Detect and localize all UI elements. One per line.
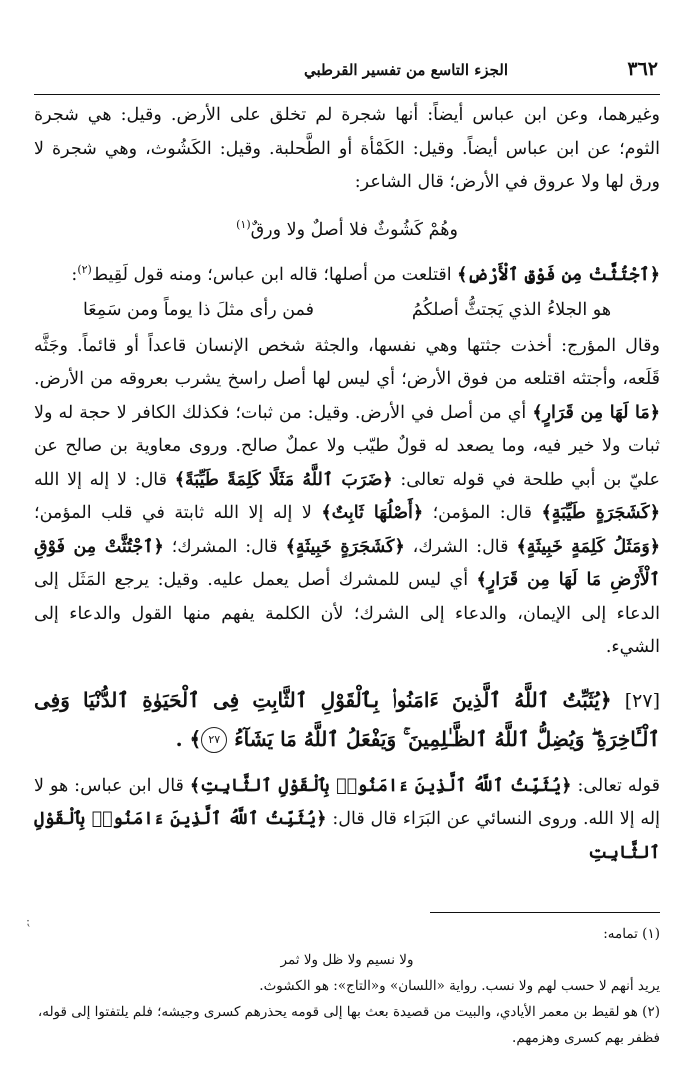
paragraph-3 (34, 330, 660, 665)
ayah-end-marker: ٢٧ (201, 727, 227, 753)
verse-text: وهُمْ كَشُوثٌ فلا أصلٌ ولا ورقٌ (250, 219, 458, 240)
footnote-2: (٢) هو لقيط بن معمر الأيادي، والبيت من قصيدة بعث بها إلى قومه يحذرهم كسرى وجيشه؛ فلم يلتفتوا إلى قوله، فظفر بهم كسرى وهزمهم. (37, 1004, 660, 1047)
text-segment: قال: الشرك، (404, 536, 517, 557)
footnote-1-verse: ولا نسيم ولا ظل ولا ثمر (280, 952, 414, 969)
poem-verse-1 (34, 208, 660, 247)
tafsir-paragraph (34, 770, 660, 871)
quran-quote: ﴿كَشَجَرَةٍ طَيِّبَةٍ﴾ (541, 503, 661, 524)
text-segment: قال: لا إله إلا الله (34, 469, 175, 490)
quran-quote: ﴿ٱجْتُثَّتْ مِن فَوْقِ ٱلْأَرْضِ مَا لَهَا مِن قَرَارٍ﴾ (34, 536, 660, 591)
quran-quote: ﴿كَشَجَرَةٍ خَبِيثَةٍ﴾ (285, 536, 405, 557)
colon: : (71, 264, 78, 285)
text-segment: قوله تعالى: (571, 775, 660, 796)
page-header (34, 58, 660, 95)
quran-quote: ﴿ٱجْتُثَّتْ مِن فَوْقِ ٱلْأَرْضِ﴾ (457, 264, 660, 285)
footnotes (34, 921, 660, 1051)
quran-quote: ﴿أَصْلُهَا ثَابِتٌ﴾ (321, 503, 424, 524)
ayah-close: ﴾ . (175, 726, 202, 751)
footnote-ref-1: (١) (236, 217, 251, 231)
footnote-separator (430, 912, 660, 913)
text-segment: وقال المؤرج: أخذت جثتها وهي نفسها، والجثة شخص الإنسان قاعداً أو قائماً. وجَثَّه قَلَعه، وأجتثه اقتلعه من فوق الأرض؛ أي ليس لها أصل راسخ يشرب بعروقه من الأرض. (34, 335, 660, 390)
tafsir-text (34, 770, 660, 871)
footnote-1-note: يريد أنهم لا حسب لهم ولا نسب. رواية «اللسان» و«التاج»: هو الكشوث. (259, 978, 660, 995)
paragraph-2 (34, 253, 660, 292)
quran-quote: ﴿ضَرَبَ ٱللَّهُ مَثَلًا كَلِمَةً طَيِّبَةً﴾ (174, 469, 393, 490)
text-segment: أي ليس للمشرك أصل يعمل عليه. وقيل: يرجع المَثَل إلى الدعاء إلى الإيمان، والدعاء إلى الشرك؛ لأن الكلمة يفهم منها القول والدعاء إلى الشيء. (34, 570, 660, 658)
ayah-27 (34, 681, 660, 758)
footnote-ref-2: (٢) (77, 262, 92, 276)
quran-quote: ﴿مَا لَهَا مِن قَرَارٍ﴾ (532, 402, 660, 423)
text-segment: لا إله إلا الله ثابتة في قلب المؤمن؛ (34, 503, 322, 524)
footnote-1-label: (١) تمامه: (603, 926, 660, 943)
ayah-text: ﴿يُثَبِّتُ ٱللَّهُ ٱلَّذِينَ ءَامَنُوا۟ بِٱلْقَوْلِ ٱلثَّابِتِ فِى ٱلْحَيَوٰةِ ٱلدُّنْيَا وَفِى ٱلْـَٔاخِرَةِ ۖ وَيُضِلُّ ٱللَّهُ ٱلظَّـٰلِمِينَ ۚ وَيَفْعَلُ ٱللَّهُ مَا يَشَآءُ (34, 687, 660, 751)
poem-couplet (34, 294, 660, 328)
book-page (34, 58, 660, 1051)
couplet-second-hemistich: فمن رأى مثلَ ذا يوماً ومن سَمِعَا (82, 300, 315, 321)
page-number: ٣٦٢ (627, 58, 658, 80)
quran-quote: ﴿يُثَبِّتُ ٱللَّهُ ٱلَّذِينَ ءَامَنُوا۟ بِٱلْقَوْلِ ٱلثَّابِتِ (34, 809, 660, 863)
paragraph-2-text: اقتلعت من أصلها؛ قاله ابن عباس؛ ومنه قول لَقِيط (91, 264, 458, 285)
quran-quote: ﴿وَمَثَلُ كَلِمَةٍ خَبِيثَةٍ﴾ (516, 536, 661, 557)
main-text (34, 99, 660, 665)
text-segment: أي من أصل في الأرض. وقيل: من ثبات؛ فكذلك الكافر لا حجة له ولا ثبات ولا خير فيه، وما يصعد له قولٌ طيّب ولا عملٌ صالح. وروى معاوية بن صالح عن عليّ بن أبي طلحة في قوله تعالى: (34, 402, 660, 490)
text-segment: قال: المشرك؛ (163, 536, 286, 557)
text-segment: قال ابن عباس: هو لا إله إلا الله. وروى النسائي عن البَرَاء قال قال: (34, 775, 660, 830)
margin-mark: ⁏ (26, 914, 31, 928)
text-segment: قال: المؤمن؛ (423, 503, 542, 524)
couplet-first-hemistich: هو الجلاءُ الذي يَجتثُّ أصلكُمُ (411, 300, 612, 321)
quran-quote: ﴿يُثَبِّتُ ٱللَّهُ ٱلَّذِينَ ءَامَنُوا۟ بِٱلْقَوْلِ ٱلثَّابِتِ﴾ (189, 775, 572, 796)
paragraph-1: وغيرهما، وعن ابن عباس أيضاً: أنها شجرة لم تخلق على الأرض. وقيل: هي شجرة الثوم؛ عن ابن عباس أيضاً. وقيل: الكَمْأة أو الطَّحلبة. وقيل: الكَشُوث، وهي شجرة لا ورق لها ولا عروق في الأرض؛ قال الشاعر: (34, 105, 660, 192)
running-title: الجزء التاسع من تفسير القرطبي (304, 61, 508, 79)
ayah-number: [٢٧] (624, 689, 660, 712)
